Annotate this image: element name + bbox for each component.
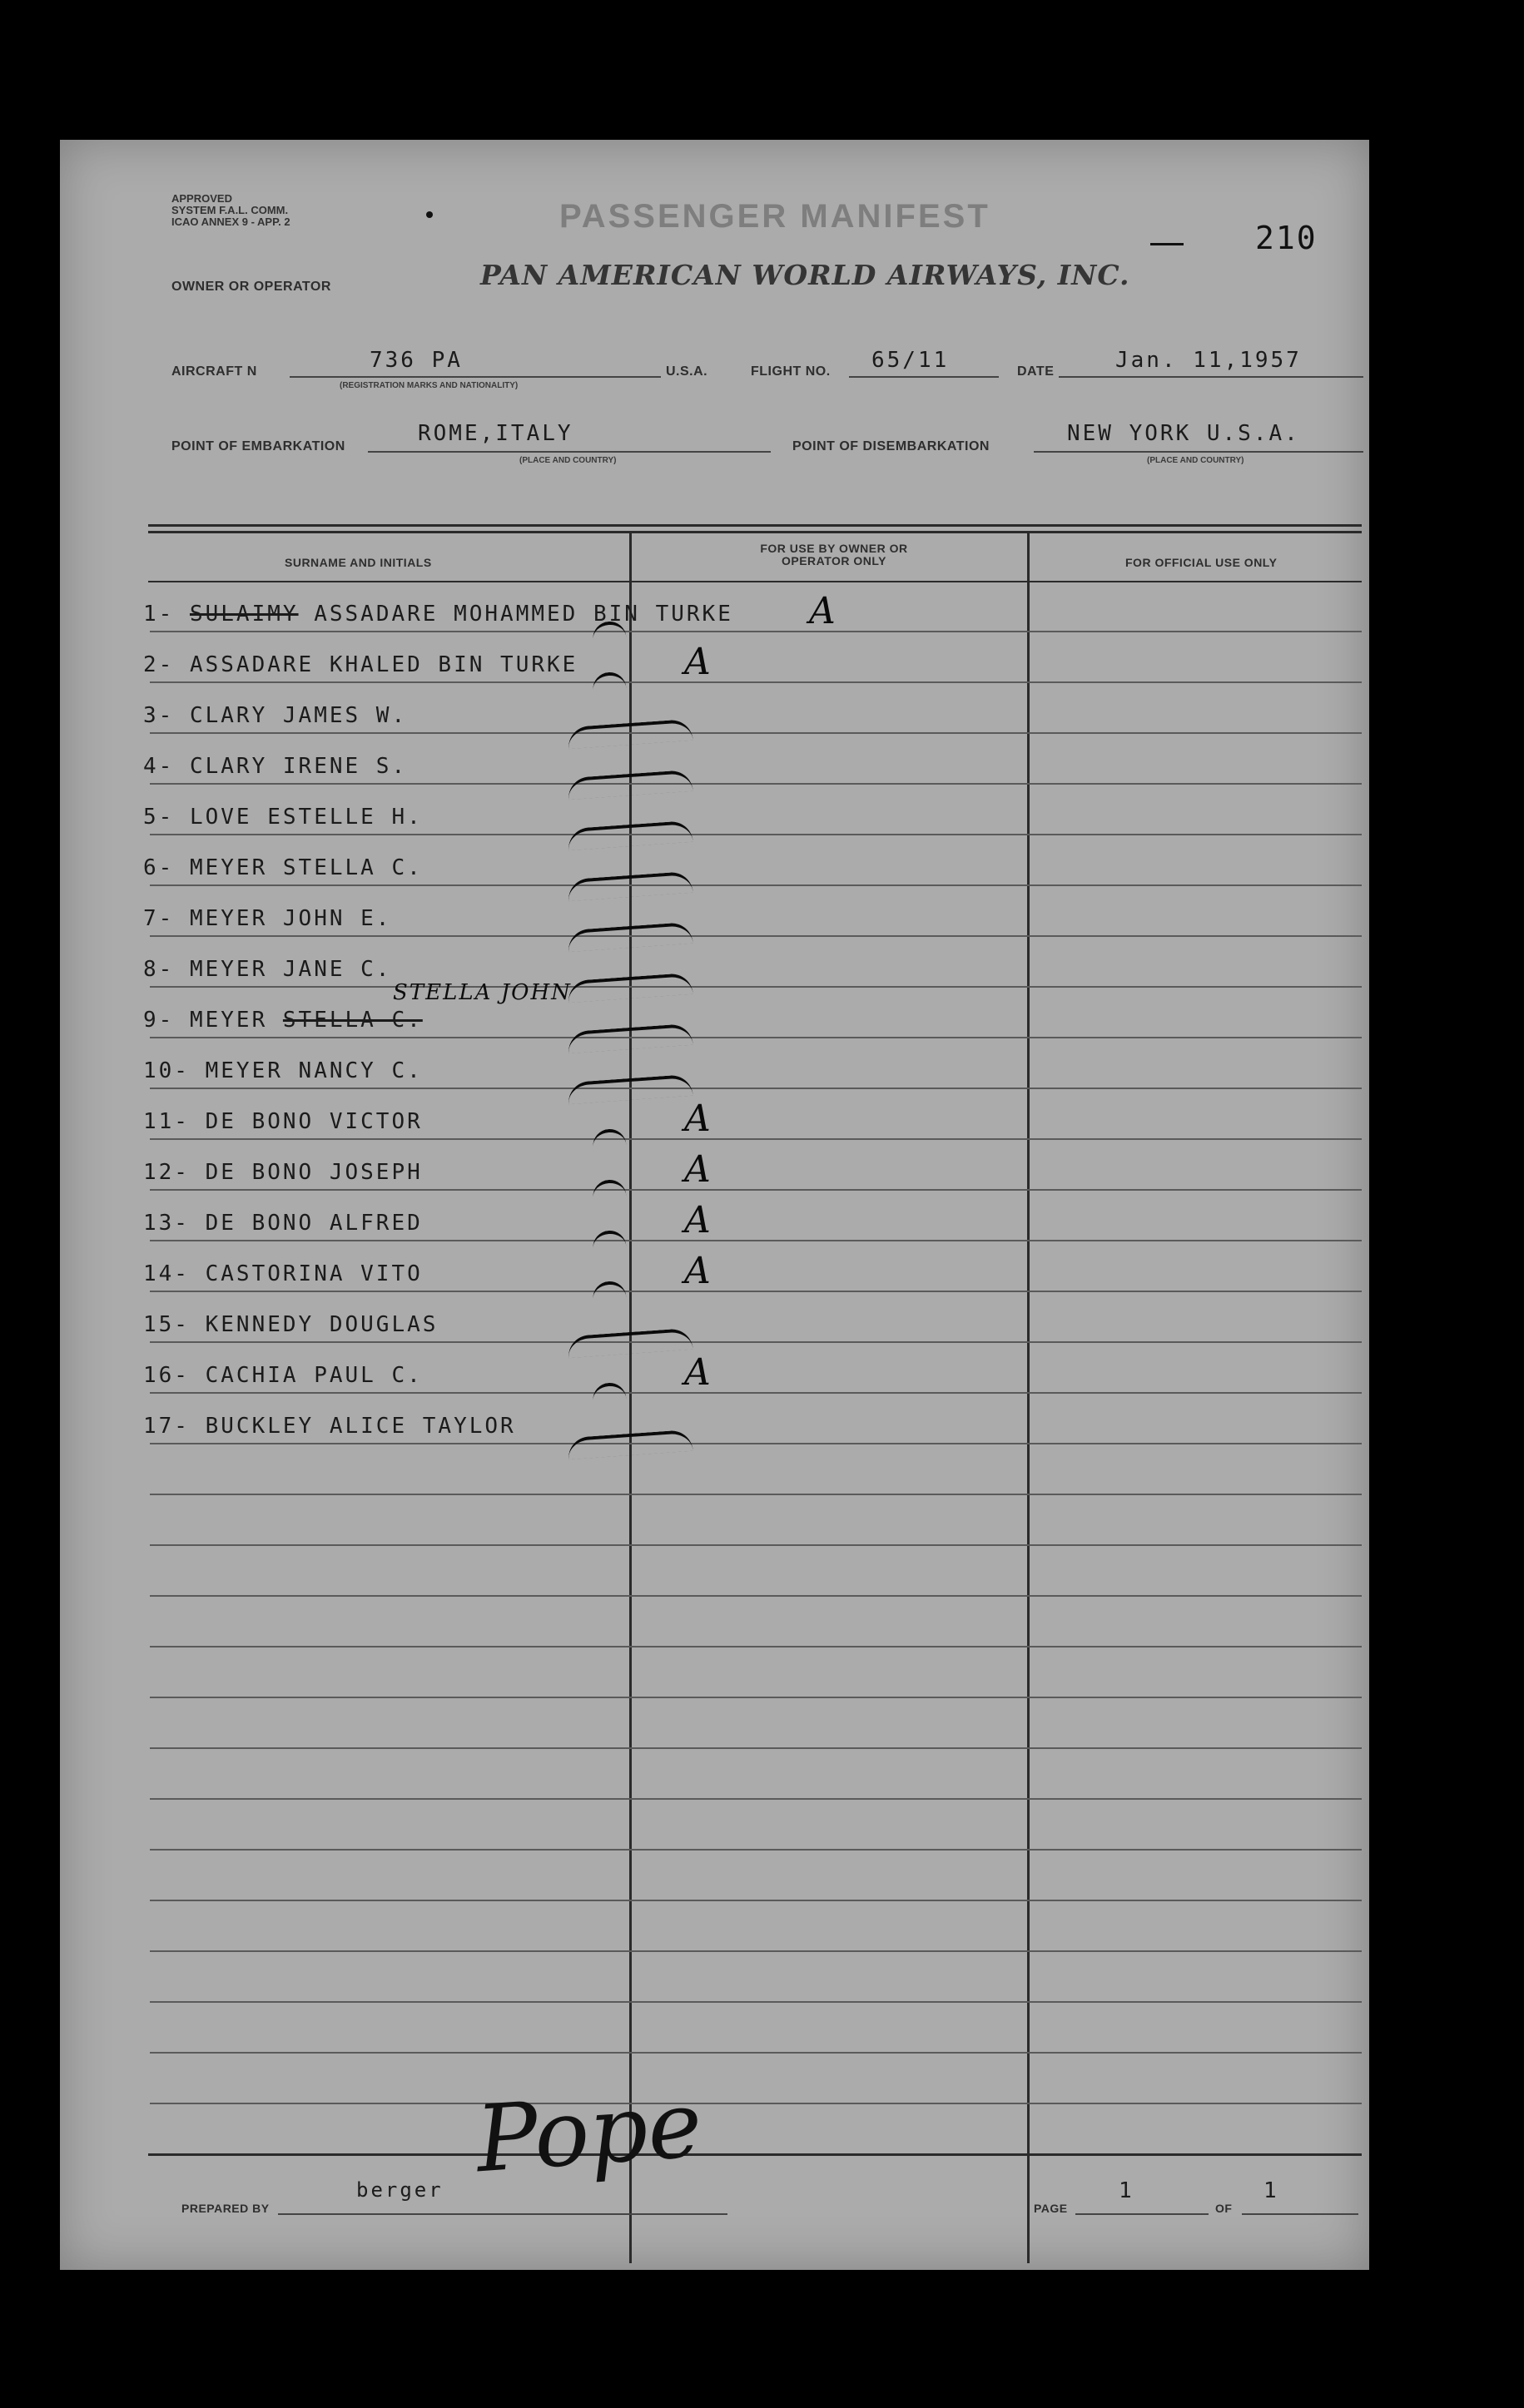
column-header-official: FOR OFFICIAL USE ONLY [1125, 556, 1278, 569]
passenger-number: 16- [143, 1363, 190, 1388]
passenger-row [143, 855, 423, 880]
passenger-name: DE BONO ALFRED [205, 1211, 423, 1236]
aircraft-sub: (REGISTRATION MARKS AND NATIONALITY) [340, 381, 519, 390]
passenger-number: 10- [143, 1058, 190, 1083]
of-label: OF [1215, 2202, 1233, 2215]
disembark-rule [1034, 451, 1363, 453]
row-rule [150, 783, 1362, 785]
check-mark [592, 1382, 627, 1406]
passenger-number: 5- [143, 805, 175, 830]
check-mark [567, 770, 693, 800]
annotation-mark: A [684, 1250, 711, 1292]
passenger-row [143, 1312, 438, 1337]
check-mark [592, 671, 627, 696]
struck-name: SULAIMY [189, 602, 299, 627]
row-rule [150, 1291, 1362, 1292]
passenger-number: 9- [143, 1008, 175, 1033]
passenger-name: MEYER NANCY C. [205, 1058, 423, 1083]
passenger-name: KENNEDY DOUGLAS [205, 1312, 439, 1337]
disembark-value: NEW YORK U.S.A. [1067, 421, 1300, 446]
row-rule [150, 1595, 1362, 1597]
embark-sub: (PLACE AND COUNTRY) [519, 456, 617, 465]
check-mark [567, 820, 693, 850]
passenger-number: 13- [143, 1211, 190, 1236]
of-value: 1 [1263, 2178, 1279, 2203]
annotation-mark: A [809, 590, 836, 632]
date-rule [1059, 376, 1363, 378]
passenger-name: CASTORINA VITO [205, 1261, 423, 1286]
check-mark [592, 1128, 627, 1152]
passenger-number: 3- [143, 703, 175, 728]
passenger-row [143, 1414, 516, 1439]
prepared-rule [278, 2213, 727, 2215]
row-rule [150, 1798, 1362, 1800]
passenger-row [143, 1058, 423, 1083]
passenger-row [143, 906, 391, 931]
passenger-row [143, 805, 423, 830]
passenger-row [143, 1211, 423, 1236]
annotation-mark: A [684, 1097, 711, 1140]
row-rule [150, 1443, 1362, 1444]
passenger-number: 8- [143, 957, 175, 982]
passenger-number: 12- [143, 1160, 190, 1185]
passenger-number: 2- [143, 652, 175, 677]
column-header-operator: FOR USE BY OWNER OR OPERATOR ONLY [760, 542, 908, 567]
passenger-name: DE BONO VICTOR [205, 1109, 423, 1134]
row-rule [150, 1646, 1362, 1647]
dot-mark [426, 211, 433, 218]
page-rule [1075, 2213, 1209, 2215]
passenger-name: MEYER [189, 1008, 268, 1033]
passenger-name: BUCKLEY ALICE TAYLOR [205, 1414, 516, 1439]
column-header-surname: SURNAME AND INITIALS [285, 556, 432, 569]
passenger-row [143, 652, 578, 677]
flight-rule [849, 376, 999, 378]
row-rule [150, 1037, 1362, 1038]
dash-mark [1150, 243, 1184, 245]
table-top-rule [148, 524, 1362, 527]
aircraft-value: 736 PA [370, 348, 463, 373]
approval-line: APPROVED [171, 192, 232, 205]
row-rule [150, 1240, 1362, 1241]
owner-value: PAN AMERICAN WORLD AIRWAYS, INC. [480, 259, 1130, 291]
passenger-name: CLARY IRENE S. [189, 754, 408, 779]
disembark-sub: (PLACE AND COUNTRY) [1147, 456, 1244, 465]
passenger-row [143, 1160, 423, 1185]
aircraft-rule [290, 376, 661, 378]
check-mark [592, 1179, 627, 1203]
embark-value: ROME,ITALY [418, 421, 573, 446]
passenger-number: 15- [143, 1312, 190, 1337]
annotation-mark: A [684, 1351, 711, 1394]
row-rule [150, 681, 1362, 683]
aircraft-label: AIRCRAFT N [171, 364, 257, 379]
row-rule [150, 1088, 1362, 1089]
row-rule [150, 1747, 1362, 1749]
struck-name: STELLA C. [282, 1008, 423, 1033]
row-rule [150, 1189, 1362, 1191]
passenger-number: 11- [143, 1109, 190, 1134]
of-rule [1242, 2213, 1358, 2215]
page-value: 1 [1119, 2178, 1134, 2203]
date-label: DATE [1017, 364, 1055, 379]
page-number: 210 [1255, 220, 1318, 256]
passenger-name: MEYER JANE C. [189, 957, 392, 982]
passenger-name: ASSADARE MOHAMMED BIN TURKE [314, 602, 733, 627]
passenger-name: LOVE ESTELLE H. [189, 805, 423, 830]
annotation-mark: A [684, 1148, 711, 1191]
manifest-page [60, 140, 1369, 2270]
check-mark [592, 1230, 627, 1254]
row-rule [150, 1392, 1362, 1394]
manifest-title: PASSENGER MANIFEST [559, 198, 990, 235]
row-rule [150, 2052, 1362, 2054]
embark-label: POINT OF EMBARKATION [171, 439, 345, 453]
passenger-name: MEYER JOHN E. [189, 906, 392, 931]
check-mark [567, 1328, 693, 1358]
passenger-name: ASSADARE KHALED BIN TURKE [189, 652, 578, 677]
check-mark [567, 1429, 693, 1459]
page-label: PAGE [1034, 2202, 1068, 2215]
check-mark [567, 1023, 693, 1053]
handwritten-correction: STELLA JOHN [393, 980, 572, 1005]
approval-line: ICAO ANNEX 9 - APP. 2 [171, 216, 290, 228]
owner-label: OWNER OR OPERATOR [171, 280, 331, 294]
row-rule [150, 884, 1362, 886]
table-top-rule [148, 531, 1362, 533]
check-mark [567, 719, 693, 749]
passenger-row [143, 754, 407, 779]
passenger-number: 6- [143, 855, 175, 880]
row-rule [150, 834, 1362, 835]
row-rule [150, 935, 1362, 937]
passenger-name: DE BONO JOSEPH [205, 1160, 423, 1185]
prepared-label: PREPARED BY [181, 2202, 270, 2215]
row-rule [150, 1544, 1362, 1546]
embark-rule [368, 451, 771, 453]
annotation-mark: A [684, 1199, 711, 1241]
passenger-number: 7- [143, 906, 175, 931]
table-header-rule [148, 581, 1362, 582]
passenger-number: 4- [143, 754, 175, 779]
passenger-number: 1- [143, 602, 175, 627]
row-rule [150, 1494, 1362, 1495]
disembark-label: POINT OF DISEMBARKATION [792, 439, 990, 453]
passenger-row [143, 602, 733, 627]
passenger-name: MEYER STELLA C. [189, 855, 423, 880]
check-mark [567, 973, 693, 1003]
flight-label: FLIGHT NO. [751, 364, 831, 379]
row-rule [150, 1697, 1362, 1698]
row-rule [150, 986, 1362, 988]
row-rule [150, 631, 1362, 632]
country-mark: U.S.A. [666, 364, 708, 379]
check-mark [567, 922, 693, 952]
passenger-row [143, 1261, 423, 1286]
signature: Pope [472, 2070, 706, 2193]
approval-block [171, 193, 290, 228]
row-rule [150, 1341, 1362, 1343]
row-rule [150, 1950, 1362, 1952]
passenger-name: CACHIA PAUL C. [205, 1363, 423, 1388]
row-rule [150, 1849, 1362, 1851]
flight-value: 65/11 [871, 348, 950, 373]
row-rule [150, 2103, 1362, 2104]
footer-rule [148, 2153, 1362, 2156]
row-rule [150, 1900, 1362, 1901]
passenger-row [143, 957, 391, 982]
column-divider [1027, 533, 1030, 2263]
check-mark [592, 1281, 627, 1305]
approval-line: SYSTEM F.A.L. COMM. [171, 204, 289, 216]
passenger-row [143, 1363, 423, 1388]
row-rule [150, 1138, 1362, 1140]
passenger-number: 17- [143, 1414, 190, 1439]
check-mark [567, 1074, 693, 1104]
row-rule [150, 2001, 1362, 2003]
passenger-number: 14- [143, 1261, 190, 1286]
passenger-row [143, 703, 407, 728]
annotation-mark: A [684, 641, 711, 683]
passenger-row [143, 1008, 423, 1033]
passenger-row [143, 1109, 423, 1134]
passenger-name: CLARY JAMES W. [189, 703, 408, 728]
check-mark [567, 871, 693, 901]
date-value: Jan. 11,1957 [1115, 348, 1302, 373]
row-rule [150, 732, 1362, 734]
prepared-value: berger [356, 2178, 444, 2202]
